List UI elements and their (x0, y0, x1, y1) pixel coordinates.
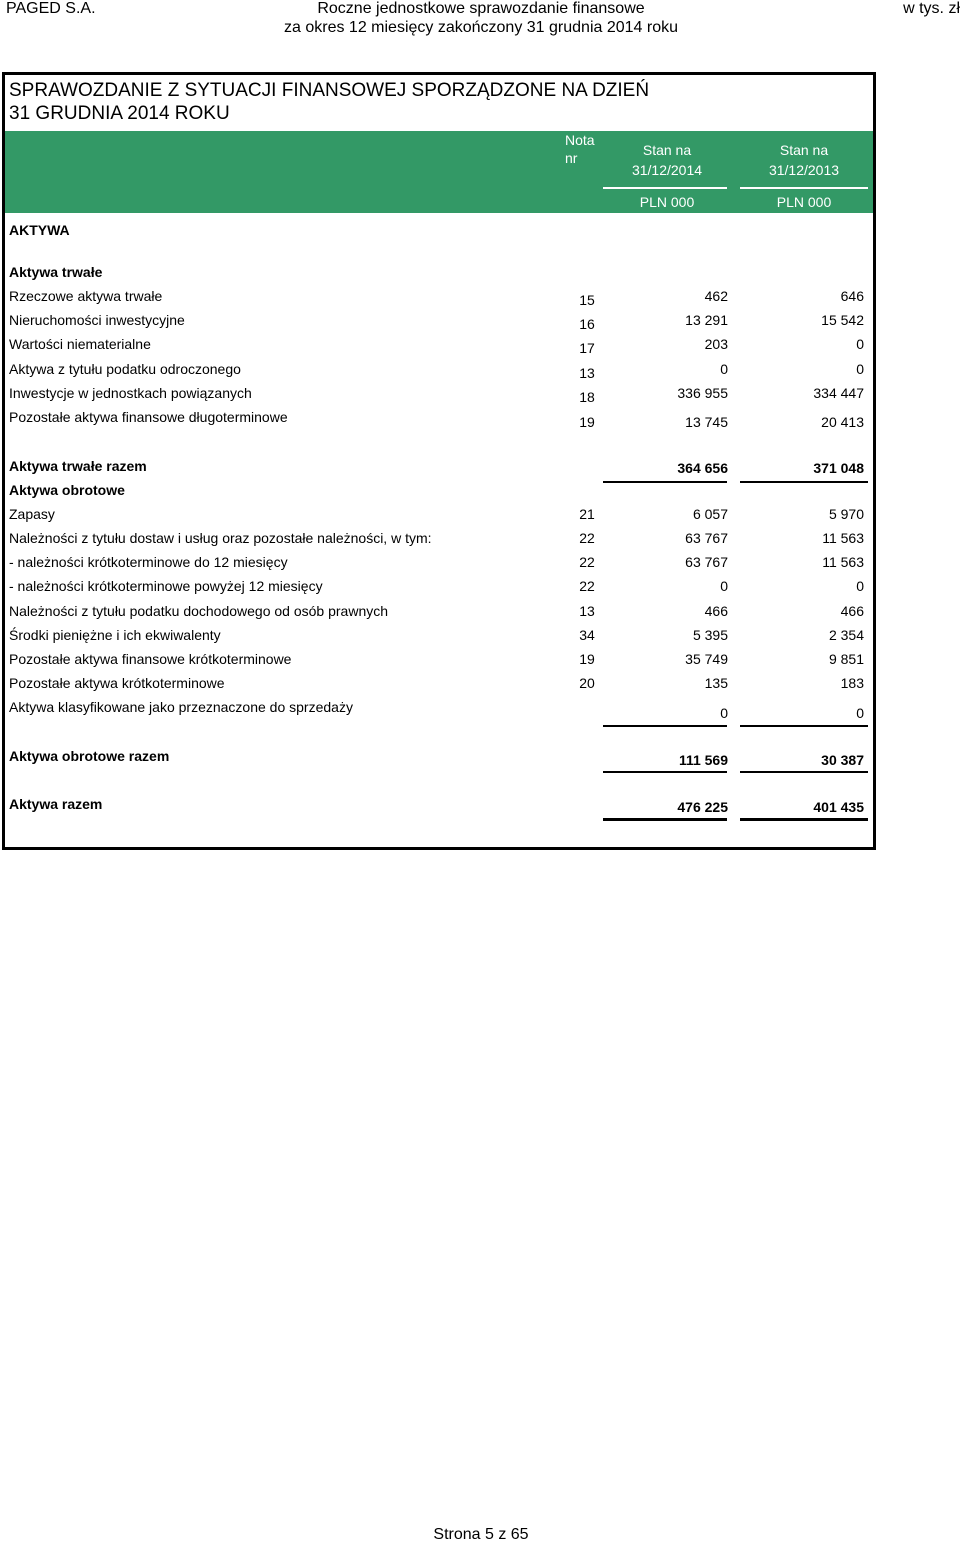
column-2014-label: Stan na (642, 142, 692, 158)
column-2013-header (743, 141, 865, 179)
row-value-2014: 203 (704, 336, 728, 352)
non-current-heading-row (7, 261, 871, 283)
table-row (7, 648, 871, 670)
row-note: 21 (579, 506, 595, 522)
row-value-2014: 6 057 (692, 506, 728, 522)
note-header-line-1: Nota (565, 132, 595, 148)
unit-label: w tys. zł (903, 0, 960, 17)
subtotal-line-2014 (603, 725, 727, 727)
column-2014-header (607, 141, 727, 179)
column-header-band (5, 131, 873, 213)
table-row (7, 333, 871, 355)
row-value-2014: 336 955 (677, 385, 728, 401)
grand-total-row (7, 793, 871, 815)
row-note: 15 (579, 292, 595, 308)
section-assets-row (7, 219, 871, 241)
row-value-2013: 646 (840, 288, 864, 304)
row-value-2013: 0 (856, 705, 864, 721)
column-2013-label: Stan na (779, 142, 829, 158)
note-column-header (565, 131, 605, 167)
table-row (7, 600, 871, 622)
table-row (7, 575, 871, 597)
row-value-2014: 462 (704, 288, 728, 304)
table-row (7, 527, 871, 549)
row-value-2013: 2 354 (828, 627, 864, 643)
row-value-2013: 371 048 (813, 460, 864, 476)
column-2014-divider (603, 187, 727, 189)
row-value-2013: 0 (856, 336, 864, 352)
row-value-2014: 35 749 (685, 651, 728, 667)
table-row (7, 358, 871, 380)
table-row (7, 406, 871, 428)
row-value-2014: 111 569 (678, 752, 728, 768)
row-label: Należności z tytułu podatku dochodowego od osób prawnych (9, 603, 389, 619)
row-value-2013: 334 447 (813, 385, 864, 401)
row-value-2014: 0 (720, 361, 728, 377)
row-note: 18 (579, 389, 595, 405)
row-note: 17 (579, 340, 595, 356)
row-note: 19 (579, 414, 595, 430)
row-label: - należności krótkoterminowe do 12 miesięcy (9, 554, 288, 570)
row-note: 22 (579, 578, 595, 594)
row-label: Aktywa klasyfikowane jako przeznaczone do sprzedaży (9, 699, 353, 715)
table-row (7, 672, 871, 694)
row-label: Aktywa trwałe razem (9, 458, 147, 474)
statement-title-line-2: 31 GRUDNIA 2014 ROKU (9, 103, 230, 124)
row-value-2013: 183 (840, 675, 864, 691)
row-value-2013: 15 542 (821, 312, 864, 328)
table-row (7, 309, 871, 331)
row-value-2014: 476 225 (677, 799, 728, 815)
subtotal-line-2013 (740, 725, 868, 727)
grand-total-underline-2014 (603, 818, 727, 821)
row-label: Wartości niematerialne (9, 336, 151, 352)
column-2014-date: 31/12/2014 (631, 162, 703, 178)
row-value-2014: 13 745 (685, 414, 728, 430)
column-2013-currency: PLN 000 (776, 194, 832, 210)
row-value-2013: 11 563 (822, 554, 864, 570)
row-label: Aktywa obrotowe razem (9, 748, 170, 764)
row-note: 34 (579, 627, 595, 643)
row-value-2014: 0 (720, 705, 728, 721)
page-number: Strona 5 z 65 (433, 1526, 529, 1543)
current-heading-row (7, 479, 871, 501)
current-total-row (7, 745, 871, 767)
table-row (7, 285, 871, 307)
row-value-2014: 63 767 (685, 554, 728, 570)
row-value-2013: 11 563 (822, 530, 864, 546)
current-heading: Aktywa obrotowe (9, 482, 125, 498)
grand-total-underline-2013 (740, 818, 868, 821)
statement-frame (2, 72, 876, 850)
row-value-2014: 13 291 (685, 312, 728, 328)
row-label: Środki pieniężne i ich ekwiwalenty (9, 627, 221, 643)
company-name: PAGED S.A. (6, 0, 96, 17)
section-assets-label: AKTYWA (9, 222, 70, 238)
non-current-heading: Aktywa trwałe (9, 264, 103, 280)
table-row (7, 503, 871, 525)
row-value-2013: 0 (856, 361, 864, 377)
non-current-total-row (7, 455, 871, 477)
row-note: 13 (579, 603, 595, 619)
table-row (7, 696, 871, 721)
row-label: Aktywa z tytułu podatku odroczonego (9, 361, 241, 377)
row-label: Pozostałe aktywa finansowe długoterminowe (9, 409, 288, 425)
row-note: 20 (579, 675, 595, 691)
table-row (7, 551, 871, 573)
row-label: - należności krótkoterminowe powyżej 12 miesięcy (9, 578, 323, 594)
row-value-2013: 20 413 (821, 414, 864, 430)
total-underline-2014 (603, 771, 727, 773)
row-value-2013: 9 851 (828, 651, 864, 667)
column-2013-divider (740, 187, 868, 189)
row-label: Rzeczowe aktywa trwałe (9, 288, 163, 304)
row-label: Aktywa razem (9, 796, 103, 812)
column-2014-currency: PLN 000 (639, 194, 695, 210)
row-label: Inwestycje w jednostkach powiązanych (9, 385, 252, 401)
row-value-2013: 30 387 (821, 752, 864, 768)
row-label: Pozostałe aktywa finansowe krótkoterminowe (9, 651, 292, 667)
statement-title-line-1: SPRAWOZDANIE Z SYTUACJI FINANSOWEJ SPORZĄDZONE NA DZIEŃ (9, 80, 650, 101)
row-note: 19 (579, 651, 595, 667)
row-value-2013: 466 (840, 603, 864, 619)
row-value-2014: 0 (720, 578, 728, 594)
statement-title (9, 79, 709, 125)
row-label: Należności z tytułu dostaw i usług oraz pozostałe należności, w tym: (9, 530, 432, 546)
row-value-2014: 63 767 (685, 530, 728, 546)
row-value-2014: 135 (704, 675, 728, 691)
row-note: 22 (579, 554, 595, 570)
row-label: Nieruchomości inwestycyjne (9, 312, 185, 328)
table-row (7, 624, 871, 646)
row-value-2014: 364 656 (677, 460, 728, 476)
row-note: 22 (579, 530, 595, 546)
report-period: za okres 12 miesięcy zakończony 31 grudnia 2014 roku (284, 19, 678, 36)
note-header-line-2: nr (565, 150, 578, 166)
row-value-2014: 5 395 (692, 627, 728, 643)
total-underline-2013 (740, 771, 868, 773)
column-2013-date: 31/12/2013 (768, 162, 840, 178)
row-value-2013: 0 (856, 578, 864, 594)
row-note: 13 (579, 365, 595, 381)
row-value-2013: 401 435 (813, 799, 864, 815)
row-label: Pozostałe aktywa krótkoterminowe (9, 675, 225, 691)
row-value-2013: 5 970 (828, 506, 864, 522)
row-note: 16 (579, 316, 595, 332)
row-value-2014: 466 (704, 603, 728, 619)
report-title: Roczne jednostkowe sprawozdanie finansowe (317, 0, 645, 17)
row-label: Zapasy (9, 506, 55, 522)
table-row (7, 382, 871, 404)
